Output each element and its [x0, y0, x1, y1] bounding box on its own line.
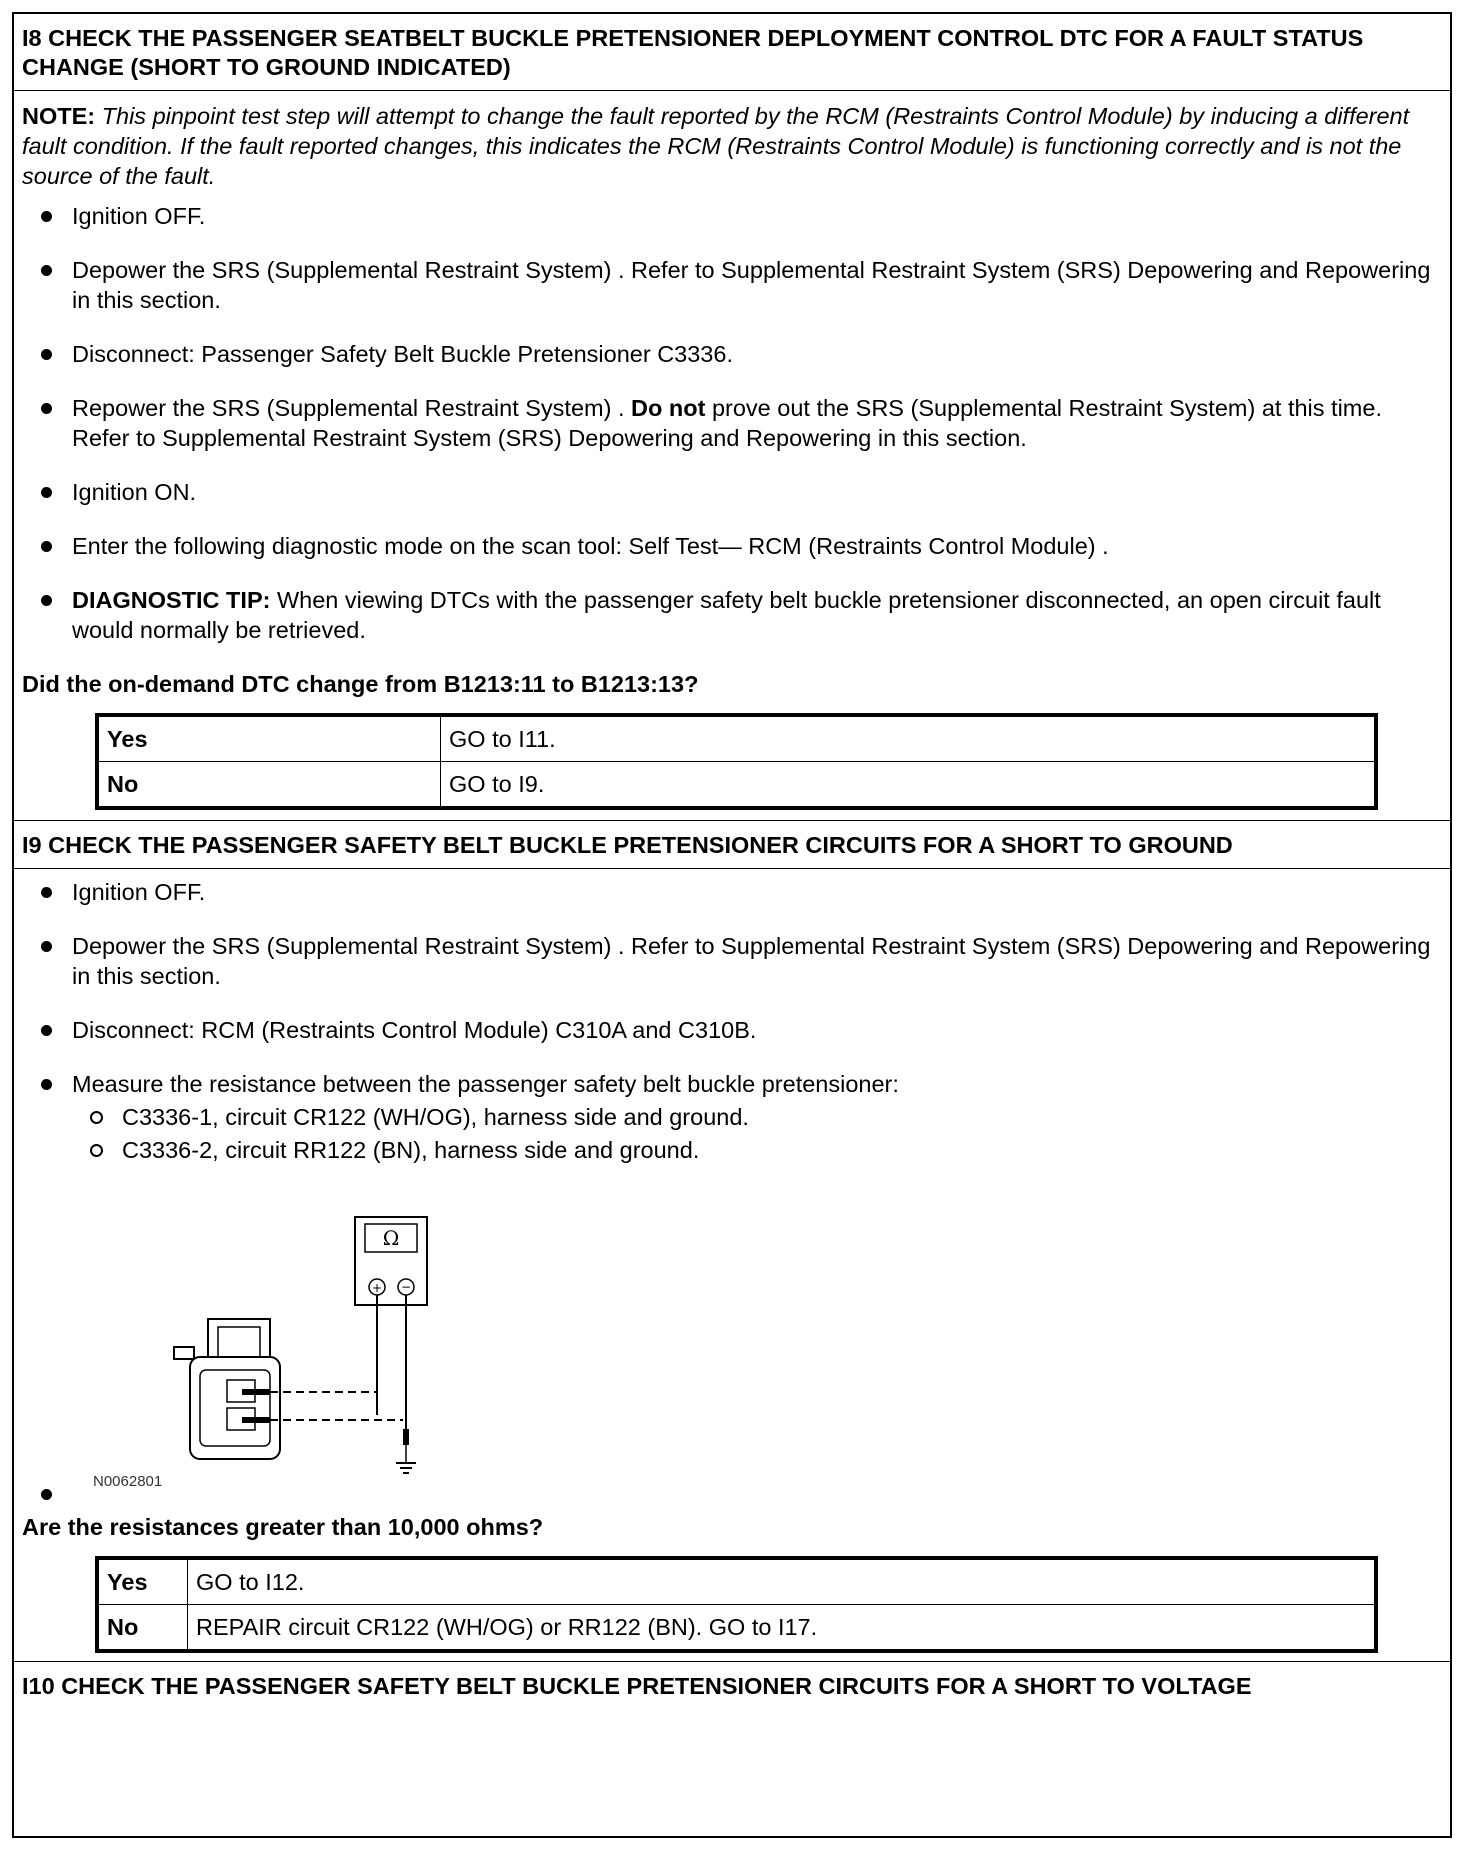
- step-text: Measure the resistance between the passenger safety belt buckle pretensioner:: [72, 1071, 899, 1097]
- service-manual-page: [12, 12, 1452, 1838]
- list-item: [22, 1069, 1442, 1167]
- note-label: NOTE:: [22, 103, 96, 129]
- ohmmeter-icon: [355, 1217, 427, 1305]
- i8-answer-table: [95, 713, 1378, 810]
- section-i9-heading: I9 CHECK THE PASSENGER SAFETY BELT BUCKLE PRETENSIONER CIRCUITS FOR A SHORT TO GROUND: [14, 820, 1450, 869]
- i8-step-list: [22, 201, 1442, 645]
- note: [22, 101, 1442, 191]
- tip-text: When viewing DTCs with the passenger safety belt buckle pretensioner disconnected, an open circuit fault would normally be retrieved.: [72, 587, 1381, 643]
- answer-label: Yes: [97, 715, 441, 762]
- list-item: Disconnect: RCM (Restraints Control Module) C310A and C310B.: [22, 1015, 1442, 1045]
- sub-list-item: C3336-1, circuit CR122 (WH/OG), harness side and ground.: [22, 1101, 1442, 1134]
- test-diagram: [22, 1167, 1442, 1512]
- list-item: Depower the SRS (Supplemental Restraint System) . Refer to Supplemental Restraint System (SRS) Depowering and Repowering in this section.: [22, 255, 1442, 315]
- list-item: [22, 393, 1442, 453]
- section-i10-heading: I10 CHECK THE PASSENGER SAFETY BELT BUCKLE PRETENSIONER CIRCUITS FOR A SHORT TO VOLTAGE: [14, 1661, 1450, 1709]
- list-item: [22, 585, 1442, 645]
- answer-action: REPAIR circuit CR122 (WH/OG) or RR122 (BN). GO to I17.: [188, 1605, 1377, 1652]
- bullet-icon: [41, 1489, 52, 1500]
- section-i8-heading: I8 CHECK THE PASSENGER SEATBELT BUCKLE PRETENSIONER DEPLOYMENT CONTROL DTC FOR A FAULT STATUS CHANGE (SHORT TO GROUND INDICATED): [14, 14, 1450, 91]
- figure-id: N0062801: [93, 1473, 163, 1490]
- list-item: Ignition OFF.: [22, 201, 1442, 231]
- answer-action: GO to I12.: [188, 1558, 1377, 1605]
- list-item: Ignition OFF.: [22, 877, 1442, 907]
- answer-label: Yes: [97, 1558, 188, 1605]
- answer-action: GO to I11.: [441, 715, 1377, 762]
- note-text: This pinpoint test step will attempt to change the fault reported by the RCM (Restraints Control Module) by inducing a different fault condition. If the fault reported changes, this indicates the RCM (Restraints Control Module) is functioning correctly and is not the source of the fault.: [22, 103, 1410, 189]
- i9-question: Are the resistances greater than 10,000 ohms?: [22, 1514, 544, 1540]
- sub-step-list: [72, 1101, 1442, 1167]
- svg-text:−: −: [400, 1280, 412, 1294]
- answer-action: GO to I9.: [441, 762, 1377, 809]
- step-emphasis: Do not: [631, 395, 706, 421]
- connector-c3336-icon: [174, 1319, 280, 1459]
- meter-symbol: Ω: [382, 1226, 400, 1250]
- step-text: Repower the SRS (Supplemental Restraint System) .: [72, 395, 625, 421]
- table-row: [97, 715, 1376, 762]
- i9-answer-table: [95, 1556, 1378, 1653]
- i9-step-list: [22, 877, 1442, 1167]
- ohmmeter-connector-diagram: [22, 1167, 622, 1512]
- list-item: Enter the following diagnostic mode on the scan tool: Self Test— RCM (Restraints Control Module) .: [22, 531, 1442, 561]
- table-row: [97, 1605, 1376, 1652]
- sub-list-item: C3336-2, circuit RR122 (BN), harness side and ground.: [22, 1134, 1442, 1167]
- answer-label: No: [97, 762, 441, 809]
- table-row: [97, 762, 1376, 809]
- answer-label: No: [97, 1605, 188, 1652]
- section-i8-body: [14, 91, 1450, 820]
- tip-label: DIAGNOSTIC TIP:: [72, 587, 271, 613]
- section-i9-body: [14, 869, 1450, 1661]
- list-item: Depower the SRS (Supplemental Restraint System) . Refer to Supplemental Restraint System (SRS) Depowering and Repowering in this section.: [22, 931, 1442, 991]
- list-item: Ignition ON.: [22, 477, 1442, 507]
- table-row: [97, 1558, 1376, 1605]
- svg-text:+: +: [371, 1281, 383, 1295]
- step-text: prove out the SRS (Supplemental Restraint System) at this time. Refer to Supplemental Restraint System (SRS) Depowering and Repowering in this section.: [72, 395, 1382, 451]
- list-item: Disconnect: Passenger Safety Belt Buckle Pretensioner C3336.: [22, 339, 1442, 369]
- i8-question: Did the on-demand DTC change from B1213:11 to B1213:13?: [22, 671, 699, 697]
- ground-icon: [396, 1463, 416, 1473]
